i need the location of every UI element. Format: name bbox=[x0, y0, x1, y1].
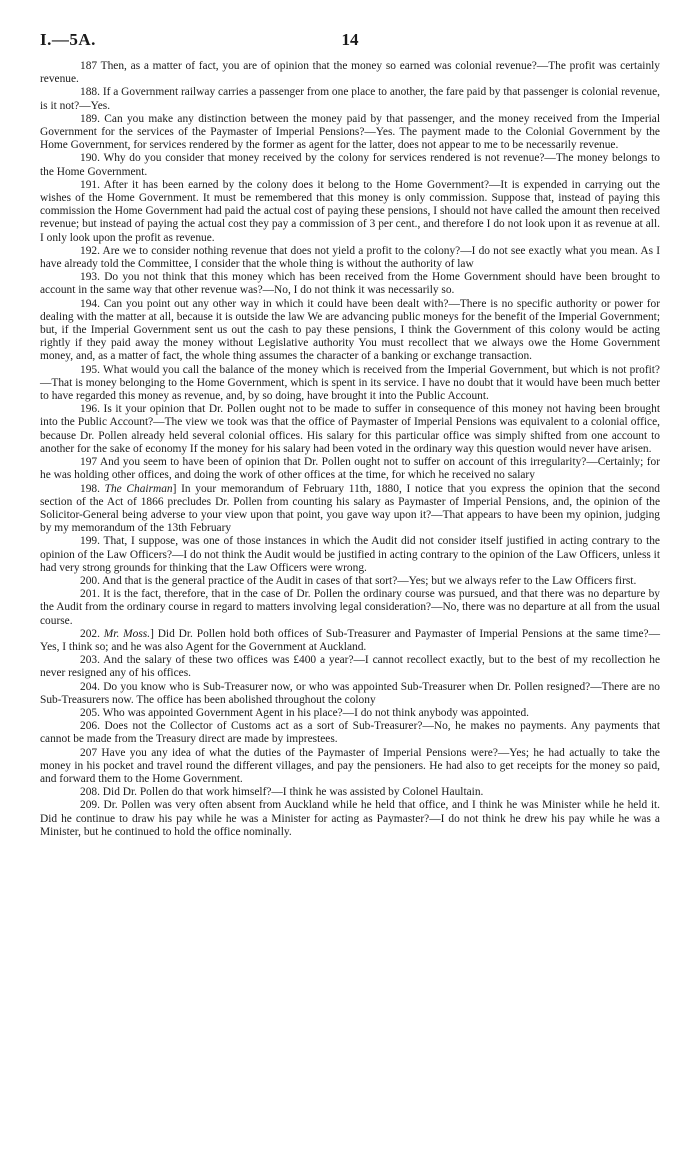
question-number: 196. bbox=[80, 403, 100, 416]
question-paragraph bbox=[40, 245, 660, 271]
question-number: 208. bbox=[80, 786, 100, 799]
question-number: 200. bbox=[80, 574, 100, 587]
question-text: If a Government railway carries a passenger from one place to another, the fare paid by that passenger is colonial revenue, is it not?—Yes. bbox=[40, 86, 660, 112]
question-number: 189. bbox=[80, 112, 100, 125]
question-text: Does not the Collector of Customs act as a sort of Sub-Treasurer?—No, he makes no payments. Any payments that cannot be made from the Treasury direct are made by imprestees. bbox=[40, 720, 660, 746]
question-text: Do you know who is Sub-Treasurer now, or who was appointed Sub-Treasurer when Dr. Pollen resigned?—There are no Sub-Treasurers now. The office has been abolished throughout the colony bbox=[40, 680, 660, 706]
question-number: 202. bbox=[80, 627, 100, 640]
question-text: Is it your opinion that Dr. Pollen ought not to be made to suffer in consequence of this money not having been brought into the Public Account?—The view we took was that the office of Paymaster of Imperial Pensions was equivalent to a colonial office, because Dr. Pollen already held several colonial offices. His salary for this particular office was simply shifted from one account to another for the sake of economy If the money for his salary had been voted in the ordinary way this question would never have arisen. bbox=[40, 403, 660, 455]
question-text: Have you any idea of what the duties of the Paymaster of Imperial Pensions were?—Yes; he had actually to take the money in his pocket and travel round the different villages, and pay the pensioners. He had also to get receipts for the money so paid, and forward them to the Home Government. bbox=[40, 746, 660, 785]
question-paragraph bbox=[40, 86, 660, 112]
question-paragraph bbox=[40, 456, 660, 482]
question-number: 206. bbox=[80, 720, 100, 733]
question-number: 197 bbox=[80, 456, 98, 469]
question-text: And that is the general practice of the Audit in cases of that sort?—Yes; but we always refer to the Law Officers first. bbox=[102, 574, 637, 587]
question-text: Can you point out any other way in which it could have been dealt with?—There is no specific authority or power for dealing with the matter at all, because it is outside the law We are advancing public moneys for the benefit of the Imperial Government; but, if the Imperial Government sent us out the cash to pay these pensions, I think the Government of this colony would be acting rightly if they paid away the money without Legislative authority You must recollect that we always owe the Home Government money, and, as a matter of fact, the whole thing assumes the character of a banking or exchange transaction. bbox=[40, 297, 660, 363]
question-paragraph bbox=[40, 60, 660, 86]
question-text: ] Did Dr. Pollen hold both offices of Sub-Treasurer and Paymaster of Imperial Pensions at the same time?—Yes, I think so; and he was also Agent for the Government at Auckland. bbox=[40, 627, 660, 653]
question-paragraph bbox=[40, 575, 660, 588]
question-number: 193. bbox=[80, 271, 100, 284]
question-paragraph bbox=[40, 179, 660, 245]
question-paragraph bbox=[40, 298, 660, 364]
question-number: 209. bbox=[80, 799, 100, 812]
question-paragraph bbox=[40, 707, 660, 720]
question-text: Who was appointed Government Agent in his place?—I do not think anybody was appointed. bbox=[102, 706, 530, 719]
question-text: And the salary of these two offices was £400 a year?—I cannot recollect exactly, but to the best of my recollection he never resigned any of his offices. bbox=[40, 654, 661, 680]
question-number: 192. bbox=[80, 244, 100, 257]
question-number: 205. bbox=[80, 706, 100, 719]
question-text: It is the fact, therefore, that in the case of Dr. Pollen the ordinary course was pursued, and that there was no departure by the Audit from the ordinary course in regard to matters involving legal consideration?—No, there was no departure at all from the usual course. bbox=[40, 588, 660, 627]
question-number: 199. bbox=[80, 535, 100, 548]
question-number: 194. bbox=[80, 297, 100, 310]
speaker-name: Mr. Moss. bbox=[103, 627, 151, 640]
question-paragraph bbox=[40, 113, 660, 153]
question-paragraph bbox=[40, 364, 660, 404]
question-number: 207 bbox=[80, 746, 98, 759]
question-paragraph bbox=[40, 654, 660, 680]
question-text: Are we to consider nothing revenue that does not yield a profit to the colony?—I do not see exactly what you mean. As I have already told the Committee, I consider that the whole thing is without the authority of law bbox=[40, 244, 661, 271]
question-text: Dr. Pollen was very often absent from Auckland while he held that office, and I think he was Minister while he held it. Did he continue to draw his pay while he was a Minister for acting as Paymaster?—I do not think he drew his pay while he was a Minister, but he continued to hold the office nominally. bbox=[40, 799, 660, 838]
question-text: Why do you consider that money received by the colony for services rendered is not revenue?—The money belongs to the Home Government. bbox=[40, 152, 660, 178]
page-header bbox=[40, 30, 660, 52]
question-text: That, I suppose, was one of those instances in which the Audit did not consider itself justified in acting contrary to the opinion of the Law Officers?—I do not think the Audit would be justified in acting contrary to the opinion of the Law Officers, unless it had very strong grounds for thinking that the Law Officers were wrong. bbox=[40, 535, 660, 574]
question-text: Then, as a matter of fact, you are of opinion that the money so earned was colonial revenue?—The profit was certainly revenue. bbox=[40, 60, 660, 86]
question-text: And you seem to have been of opinion that Dr. Pollen ought not to suffer on account of this irregularity?—Certainly; for he was holding other offices, and doing the work of other offices at the time, for which he received no salary bbox=[40, 456, 660, 482]
question-text: What would you call the balance of the money which is received from the Imperial Government, but which is not profit?—That is money belonging to the Home Government, which is spent in its service. I have no doubt that it would have been much better to have regarded this money as revenue, and, by so doing, have brought it into the Public Account. bbox=[40, 363, 660, 403]
question-number: 191. bbox=[80, 178, 100, 191]
question-paragraph bbox=[40, 799, 660, 839]
question-paragraph bbox=[40, 628, 660, 654]
question-number: 195. bbox=[80, 363, 100, 376]
question-paragraph bbox=[40, 483, 660, 536]
question-text: Did Dr. Pollen do that work himself?—I think he was assisted by Colonel Haultain. bbox=[102, 786, 484, 799]
question-paragraph bbox=[40, 271, 660, 297]
question-number: 190. bbox=[80, 152, 100, 165]
document-reference: I.—5A. bbox=[40, 30, 96, 49]
speaker-name: The Chairman bbox=[104, 482, 173, 495]
question-number: 201. bbox=[80, 588, 100, 601]
question-number: 188. bbox=[80, 86, 100, 99]
question-text: Do you not think that this money which has been received from the Home Government should have been brought to account in the same way that other revenue was?—No, I do not think it was necessarily so. bbox=[40, 271, 660, 297]
question-number: 204. bbox=[80, 680, 100, 693]
question-text: Can you make any distinction between the money paid by that passenger, and the money received from the Imperial Government for the services of the Paymaster of Imperial Pensions?—Yes. The payment made to the Colonial Government by the Home Government, for services rendered by the former as agent for the latter, does not appear to me to be necessarily revenue. bbox=[40, 112, 660, 152]
question-paragraph bbox=[40, 747, 660, 787]
question-paragraph bbox=[40, 152, 660, 178]
question-paragraph bbox=[40, 681, 660, 707]
question-paragraph bbox=[40, 535, 660, 575]
document-body bbox=[40, 60, 660, 839]
question-paragraph bbox=[40, 786, 660, 799]
question-paragraph bbox=[40, 720, 660, 746]
question-number: 203. bbox=[80, 654, 100, 667]
question-text: ] In your memorandum of February 11th, 1880, I notice that you express the opinion that the second section of the Act of 1866 precludes Dr. Pollen from counting his salary as Paymaster of Imperial Pensions, and, the opinion of the Solicitor-General being adverse to your view upon that point, you gave way upon it?—That appears to have been my opinion, judging by my memorandum of the 13th February bbox=[40, 482, 660, 535]
question-number: 187 bbox=[80, 60, 98, 72]
question-text: After it has been earned by the colony does it belong to the Home Government?—It is expended in carrying out the wishes of the Home Government. It must be remembered that this money is only commission. Suppose that, instead of paying this commission the Home Government had paid the actual cost of paying these pensions, I should not have called the amount then received revenue; but instead of paying the actual cost they pay a commission of 3 per cent., and therefore I do not look upon it as revenue at all. I only look upon the profit as revenue. bbox=[40, 178, 660, 244]
question-paragraph bbox=[40, 403, 660, 456]
page-number: 14 bbox=[341, 30, 359, 49]
question-paragraph bbox=[40, 588, 660, 628]
question-number: 198. bbox=[80, 482, 100, 495]
